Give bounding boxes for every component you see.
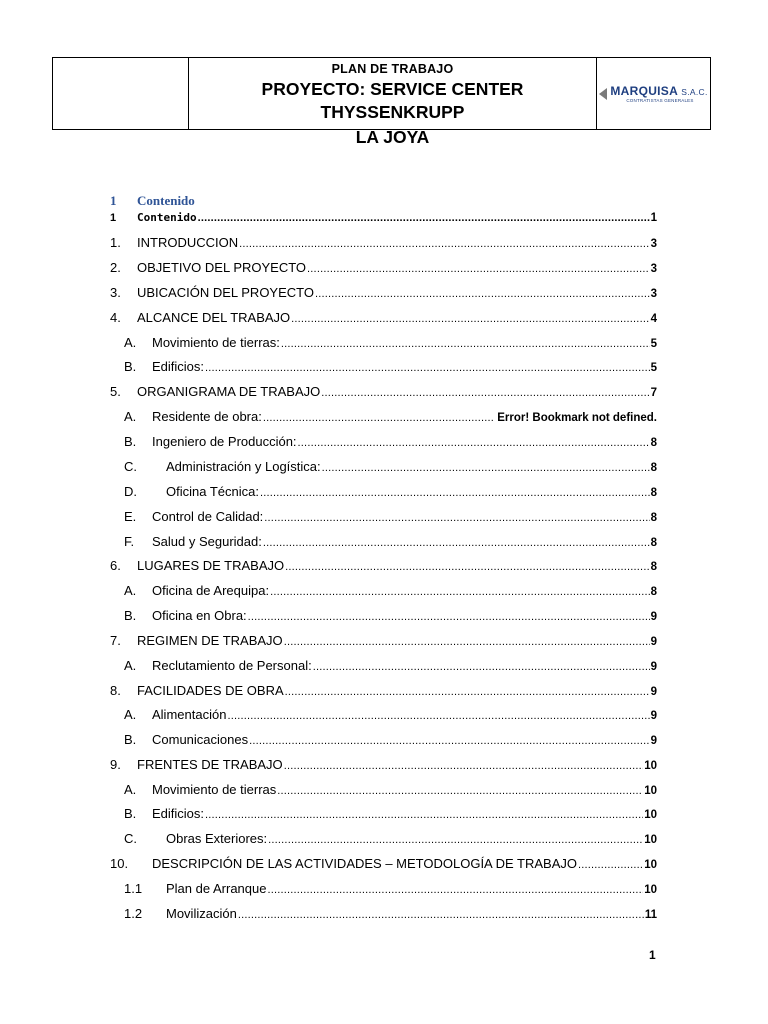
toc-entry-number: A. bbox=[124, 707, 137, 722]
toc-entry-leader-dots bbox=[198, 212, 650, 224]
toc-entry-number: 7. bbox=[110, 633, 121, 648]
toc-entry-page: 8 bbox=[650, 462, 657, 474]
toc-entry-leader-dots bbox=[285, 561, 649, 573]
toc-entry-label: Salud y Seguridad: bbox=[152, 534, 262, 549]
toc-entry-number: C. bbox=[124, 831, 137, 846]
toc-entry-number: 8. bbox=[110, 683, 121, 698]
toc-entry-label: Ingeniero de Producción: bbox=[152, 434, 297, 449]
toc-entry[interactable] bbox=[0, 732, 657, 747]
toc-entry-page: 10 bbox=[644, 884, 657, 896]
toc-entry[interactable] bbox=[0, 211, 657, 224]
toc-entry-label: Oficina Técnica: bbox=[166, 484, 259, 499]
toc-entry-number: 6. bbox=[110, 558, 121, 573]
toc-entry-page: 1 bbox=[650, 212, 657, 224]
toc-entry-label: DESCRIPCIÓN DE LAS ACTIVIDADES – METODOLOGÍA DE TRABAJO bbox=[152, 856, 578, 871]
toc-entry[interactable] bbox=[0, 260, 657, 275]
toc-entry-page: 5 bbox=[650, 338, 657, 350]
toc-entry-number: A. bbox=[124, 335, 137, 350]
toc-entry-page: 8 bbox=[650, 512, 657, 524]
toc-entry-leader-dots bbox=[227, 710, 649, 722]
toc-heading-text: Contenido bbox=[137, 193, 195, 208]
toc-entry[interactable] bbox=[0, 484, 657, 499]
toc-heading bbox=[110, 193, 195, 209]
toc-entry-leader-dots bbox=[263, 412, 494, 424]
toc-entry-page: 8 bbox=[650, 537, 657, 549]
toc-entry[interactable] bbox=[0, 509, 657, 524]
toc-entry[interactable] bbox=[0, 633, 657, 648]
toc-entry-leader-dots bbox=[268, 834, 643, 846]
toc-entry-leader-dots bbox=[249, 735, 649, 747]
toc-entry-leader-dots bbox=[321, 387, 649, 399]
plan-label: PLAN DE TRABAJO bbox=[331, 62, 454, 76]
toc-entry-number: 5. bbox=[110, 384, 121, 399]
toc-entry-leader-dots bbox=[270, 586, 650, 598]
toc-entry-page: 10 bbox=[644, 760, 657, 772]
toc-entry-leader-dots bbox=[238, 909, 644, 921]
toc-entry-label: Movilización bbox=[166, 906, 237, 921]
toc-entry-number: B. bbox=[124, 434, 137, 449]
toc-entry-page: 3 bbox=[650, 238, 657, 250]
project-title-line1: PROYECTO: SERVICE CENTER THYSSENKRUPP bbox=[261, 79, 524, 122]
toc-entry-label: REGIMEN DE TRABAJO bbox=[137, 633, 283, 648]
toc-entry-label: Alimentación bbox=[152, 707, 227, 722]
toc-entry-page: 9 bbox=[650, 661, 657, 673]
header-logo-cell bbox=[597, 58, 710, 129]
header-title-cell bbox=[189, 58, 597, 147]
toc-entry-label: UBICACIÓN DEL PROYECTO bbox=[137, 285, 314, 300]
toc-entry-page: 9 bbox=[650, 636, 657, 648]
toc-entry-label: FRENTES DE TRABAJO bbox=[137, 757, 283, 772]
toc-entry-label: Plan de Arranque bbox=[166, 881, 267, 896]
toc-entry-leader-dots bbox=[315, 288, 650, 300]
toc-entry-page: 3 bbox=[650, 288, 657, 300]
toc-entry-label: INTRODUCCION bbox=[137, 235, 239, 250]
toc-entry[interactable] bbox=[0, 384, 657, 399]
toc-entry-page: 10 bbox=[644, 809, 657, 821]
toc-entry[interactable] bbox=[0, 359, 657, 374]
project-title-line2: LA JOYA bbox=[355, 127, 430, 147]
toc-entry-page: 10 bbox=[644, 785, 657, 797]
toc-entry-leader-dots bbox=[205, 362, 650, 374]
toc-entry-label: Edificios: bbox=[152, 806, 205, 821]
toc-entry[interactable] bbox=[0, 856, 657, 871]
toc-entry[interactable] bbox=[0, 782, 657, 797]
toc-entry-number: B. bbox=[124, 608, 137, 623]
toc-entry-number: A. bbox=[124, 782, 137, 797]
header-table bbox=[52, 57, 711, 147]
toc-entry-number: B. bbox=[124, 732, 137, 747]
toc-entry[interactable] bbox=[0, 235, 657, 250]
toc-entry-page: 8 bbox=[650, 586, 657, 598]
toc-entry-leader-dots bbox=[267, 884, 643, 896]
toc-entry-page: 9 bbox=[650, 611, 657, 623]
toc-entry-label: Comunicaciones bbox=[152, 732, 249, 747]
toc-entry-number: C. bbox=[124, 459, 137, 474]
toc-entry-leader-dots bbox=[298, 437, 650, 449]
toc-entry-leader-dots bbox=[307, 263, 650, 275]
toc-entry-label: Movimiento de tierras: bbox=[152, 335, 280, 350]
toc-entry[interactable] bbox=[0, 683, 657, 698]
toc-entry-page: 9 bbox=[650, 735, 657, 747]
toc-entry-leader-dots bbox=[239, 238, 649, 250]
toc-entry[interactable] bbox=[0, 409, 657, 424]
toc-entry-label: Administración y Logística: bbox=[166, 459, 321, 474]
logo-arrow-icon bbox=[599, 88, 607, 100]
toc-entry-number: D. bbox=[124, 484, 137, 499]
toc-entry-leader-dots bbox=[248, 611, 650, 623]
toc-entry-page: 10 bbox=[644, 834, 657, 846]
toc-entry-number: A. bbox=[124, 583, 137, 598]
toc-entry-page: 4 bbox=[650, 313, 657, 325]
toc-entry-page: 5 bbox=[650, 362, 657, 374]
toc-entry-leader-dots bbox=[285, 686, 650, 698]
toc-entry[interactable] bbox=[0, 608, 657, 623]
toc-entry-number: B. bbox=[124, 806, 137, 821]
toc-entry[interactable] bbox=[0, 757, 657, 772]
toc-entry[interactable] bbox=[0, 434, 657, 449]
toc-entry[interactable] bbox=[0, 658, 657, 673]
toc-entry-label: Edificios: bbox=[152, 359, 205, 374]
toc-entry-label: OBJETIVO DEL PROYECTO bbox=[137, 260, 307, 275]
toc-heading-number: 1 bbox=[110, 193, 117, 208]
company-logo bbox=[599, 84, 707, 103]
toc-entry-leader-dots bbox=[313, 661, 650, 673]
toc-entry[interactable] bbox=[0, 831, 657, 846]
toc-entry[interactable] bbox=[0, 310, 657, 325]
toc-entry-number: 1 bbox=[110, 212, 117, 224]
toc-entry-leader-dots bbox=[281, 338, 650, 350]
toc-entry-page: 10 bbox=[644, 859, 657, 871]
header-empty-cell bbox=[53, 58, 189, 129]
toc-entry-label: Oficina de Arequipa: bbox=[152, 583, 270, 598]
toc-entry-number: 9. bbox=[110, 757, 121, 772]
toc-entry-page: 3 bbox=[650, 263, 657, 275]
toc-entry[interactable] bbox=[0, 583, 657, 598]
toc-entry-label: Residente de obra: bbox=[152, 409, 262, 424]
toc-entry-page: 7 bbox=[650, 387, 657, 399]
logo-subtext: CONTRATISTAS GENERALES bbox=[626, 98, 694, 103]
toc-entry-label: LUGARES DE TRABAJO bbox=[137, 558, 285, 573]
toc-entry-label: Reclutamiento de Personal: bbox=[152, 658, 312, 673]
toc-entry-page: 8 bbox=[650, 487, 657, 499]
toc-entry-label: ORGANIGRAMA DE TRABAJO bbox=[137, 384, 321, 399]
toc-entry[interactable] bbox=[0, 806, 657, 821]
toc-entry-number: A. bbox=[124, 409, 137, 424]
toc-entry-number: E. bbox=[124, 509, 137, 524]
logo-text: MARQUISA S.A.C. bbox=[610, 84, 708, 98]
toc-entry-number: 3. bbox=[110, 285, 121, 300]
toc-entry-number: B. bbox=[124, 359, 137, 374]
toc-entry-label: FACILIDADES DE OBRA bbox=[137, 683, 284, 698]
toc-entry-label: Obras Exteriores: bbox=[166, 831, 268, 846]
toc-entry-number: 10. bbox=[110, 856, 129, 871]
toc-entry-leader-dots bbox=[264, 512, 649, 524]
toc-entry-leader-dots bbox=[205, 809, 643, 821]
toc-entry-leader-dots bbox=[578, 859, 643, 871]
toc-entry-leader-dots bbox=[263, 537, 650, 549]
toc-entry-label: Movimiento de tierras bbox=[152, 782, 277, 797]
toc-entry-page: 8 bbox=[650, 561, 657, 573]
toc-entry-label: Oficina en Obra: bbox=[152, 608, 247, 623]
toc-entry-number: F. bbox=[124, 534, 135, 549]
toc-entry-leader-dots bbox=[284, 760, 644, 772]
toc-entry[interactable] bbox=[0, 906, 657, 921]
toc-entry-page: Error! Bookmark not defined. bbox=[497, 412, 657, 424]
toc-entry-label: ALCANCE DEL TRABAJO bbox=[137, 310, 291, 325]
toc-entry[interactable] bbox=[0, 707, 657, 722]
toc-entry-leader-dots bbox=[322, 462, 650, 474]
toc-entry-number: 1. bbox=[110, 235, 121, 250]
toc-entry-leader-dots bbox=[277, 785, 643, 797]
toc-entry-page: 8 bbox=[650, 437, 657, 449]
toc-entry[interactable] bbox=[0, 285, 657, 300]
page-number: 1 bbox=[649, 948, 656, 962]
toc-entry-label: Contenido bbox=[137, 211, 197, 224]
toc-entry-number: A. bbox=[124, 658, 137, 673]
toc-entry[interactable] bbox=[0, 335, 657, 350]
toc-entry-page: 9 bbox=[650, 686, 657, 698]
toc-entry-number: 2. bbox=[110, 260, 121, 275]
toc-entry-number: 1.2 bbox=[124, 906, 143, 921]
toc-entry-number: 4. bbox=[110, 310, 121, 325]
toc-entry-label: Control de Calidad: bbox=[152, 509, 264, 524]
toc-entry[interactable] bbox=[0, 558, 657, 573]
toc-entry-page: 9 bbox=[650, 710, 657, 722]
toc-entry-number: 1.1 bbox=[124, 881, 143, 896]
toc-entry[interactable] bbox=[0, 459, 657, 474]
toc-entry-page: 11 bbox=[644, 909, 657, 921]
toc-entry-leader-dots bbox=[291, 313, 649, 325]
toc-entry-leader-dots bbox=[284, 636, 650, 648]
toc-entry[interactable] bbox=[0, 881, 657, 896]
toc-entry-leader-dots bbox=[260, 487, 650, 499]
toc-entry[interactable] bbox=[0, 534, 657, 549]
